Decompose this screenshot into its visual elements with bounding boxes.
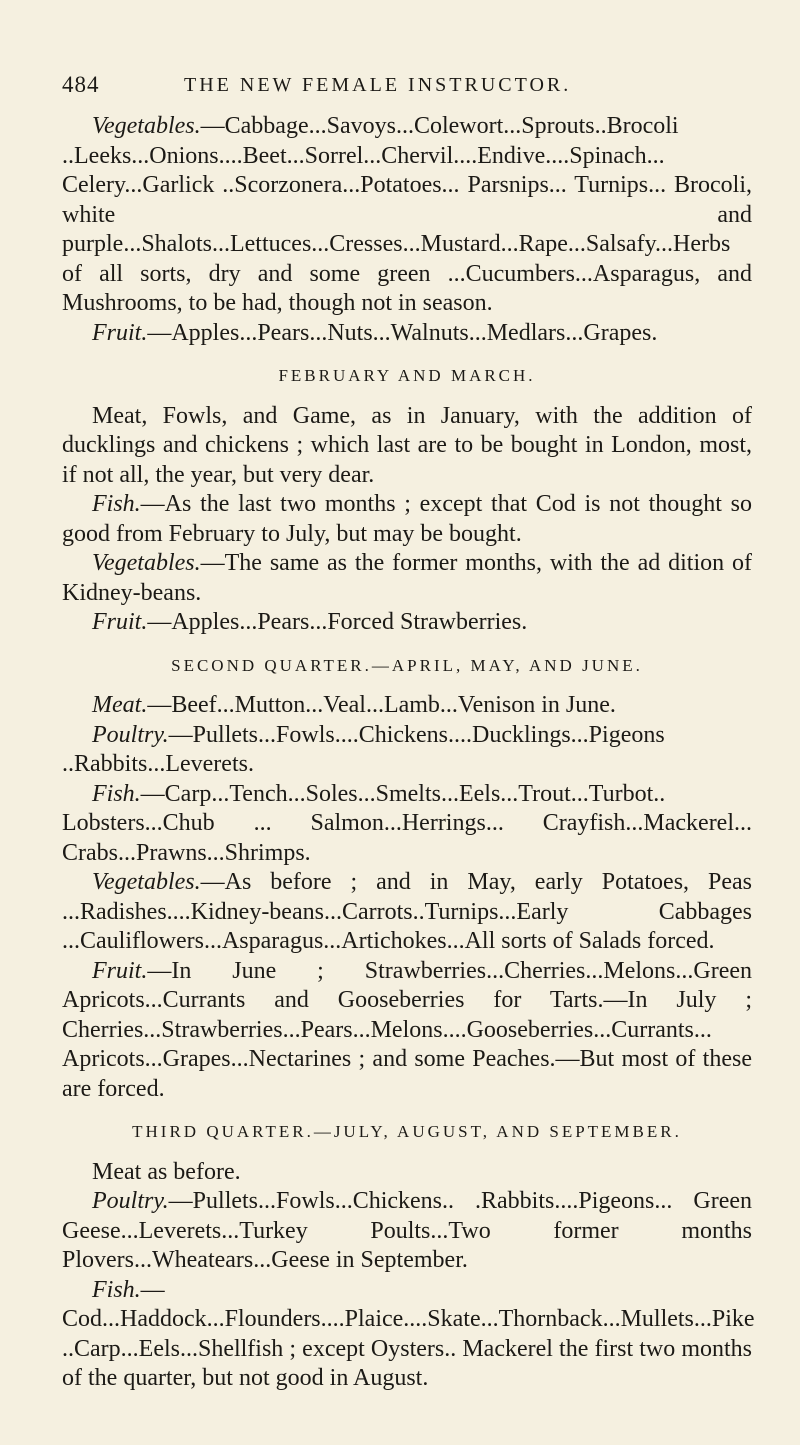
- lead-poultry: Poultry.: [92, 721, 169, 748]
- paragraph-q3-poultry: [62, 1187, 752, 1276]
- paragraph-q2-fruit: [62, 957, 752, 1105]
- paragraph-febmar-vegetables: [62, 549, 752, 608]
- lead-vegetables: Vegetables.: [92, 550, 201, 576]
- lead-fish: Fish.: [92, 491, 141, 517]
- text-vegetables: —The same as the former months, with the ad dition of Kidney-beans.: [62, 550, 752, 606]
- text-meat: —Beef...Mutton...Veal...Lamb...Venison in June.: [147, 692, 616, 718]
- paragraph-q3-meat: Meat as before.: [92, 1158, 241, 1185]
- lead-vegetables: Vegetables.: [92, 869, 201, 895]
- section-heading-third-quarter: THIRD QUARTER.—JULY, AUGUST, AND SEPTEMBER.: [132, 1122, 682, 1141]
- running-head: THE NEW FEMALE INSTRUCTOR.: [184, 74, 572, 96]
- paragraph-q3-fish: [62, 1276, 755, 1394]
- lead-fruit: Fruit.: [92, 609, 148, 635]
- text-fish: —Cod...Haddock...Flounders....Plaice....Skate...Thornback...Mullets...Pike ..Carp...Eels...Shellfish ; except Oysters.. Mackerel the first two months of the quarter, but not good in August.: [62, 1276, 755, 1391]
- paragraph-q2-fish: [62, 780, 752, 869]
- text-poultry: —Pullets...Fowls....Chickens....Ducklings...Pigeons ..Rabbits...Leverets.: [62, 721, 665, 777]
- lead-fruit: Fruit.: [92, 957, 148, 984]
- lead-fish: Fish.: [92, 1276, 141, 1303]
- text-fruit: —Apples...Pears...Nuts...Walnuts...Medlars...Grapes.: [147, 319, 658, 346]
- page-body: [62, 112, 755, 1394]
- section-heading-second-quarter: SECOND QUARTER.—APRIL, MAY, AND JUNE.: [171, 655, 643, 675]
- page-header: [62, 72, 752, 102]
- text-fish: —Carp...Tench...Soles...Smelts...Eels...Trout...Turbot.. Lobsters...Chub ... Salmon...Herrings... Crayfish...Mackerel... Crabs...Prawns...Shrimps.: [62, 780, 752, 866]
- lead-vegetables: Vegetables.: [92, 113, 201, 139]
- lead-fish: Fish.: [92, 780, 141, 807]
- text-poultry: —Pullets...Fowls...Chickens.. .Rabbits....Pigeons... Green Geese...Leverets...Turkey Poults...Two former months Plovers...Wheatears...Geese in September.: [62, 1188, 752, 1273]
- paragraph-january-vegetables: [62, 112, 752, 319]
- paragraph-q2-meat: [62, 691, 752, 721]
- text-vegetables: —As before ; and in May, early Potatoes, Peas ...Radishes....Kidney-beans...Carrots..Turnips...Early Cabbages ...Cauliflowers...Asparagus...Artichokes...All sorts of Salads forced.: [62, 869, 752, 954]
- paragraph-q2-poultry: [62, 721, 752, 780]
- paragraph-q2-vegetables: [62, 868, 752, 957]
- paragraph-febmar-fruit: [62, 608, 752, 638]
- lead-fruit: Fruit.: [92, 319, 148, 346]
- text-fruit: —Apples...Pears...Forced Strawberries.: [147, 609, 528, 635]
- text-fruit: —In June ; Strawberries...Cherries...Melons...Green Apricots...Currants and Gooseberries for Tarts.—In July ; Cherries...Strawberries...Pears...Melons....Gooseberries...Currants... Apricots...Grapes...Nectarines ; and some Peaches.—But most of these are forced.: [62, 957, 752, 1102]
- paragraph-febmar-meat: Meat, Fowls, and Game, as in January, with the addition of ducklings and chickens ; which last are to be bought in London, most, if not all, the year, but very dear.: [62, 402, 752, 488]
- section-heading-february-march: FEBRUARY AND MARCH.: [278, 366, 536, 385]
- text-fish: —As the last two months ; except that Cod is not thought so good from February to July, but may be bought.: [62, 491, 752, 547]
- lead-poultry: Poultry.: [92, 1188, 169, 1214]
- paragraph-january-fruit: [62, 319, 752, 349]
- text-vegetables: —Cabbage...Savoys...Colewort...Sprouts..Brocoli ..Leeks...Onions....Beet...Sorrel...Chervil....Endive....Spinach... Celery...Garlick ..Scorzonera...Potatoes... Parsnips... Turnips... Brocoli, white and purple...Shalots...Lettuces...Cresses...Mustard...Rape...Salsafy...Herbs of all sorts, dry and some green ...Cucumbers...Asparagus, and Mushrooms, to be had, though not in season.: [62, 113, 752, 316]
- page-number: 484: [62, 72, 100, 97]
- lead-meat: Meat.: [92, 692, 148, 718]
- paragraph-febmar-fish: [62, 490, 752, 549]
